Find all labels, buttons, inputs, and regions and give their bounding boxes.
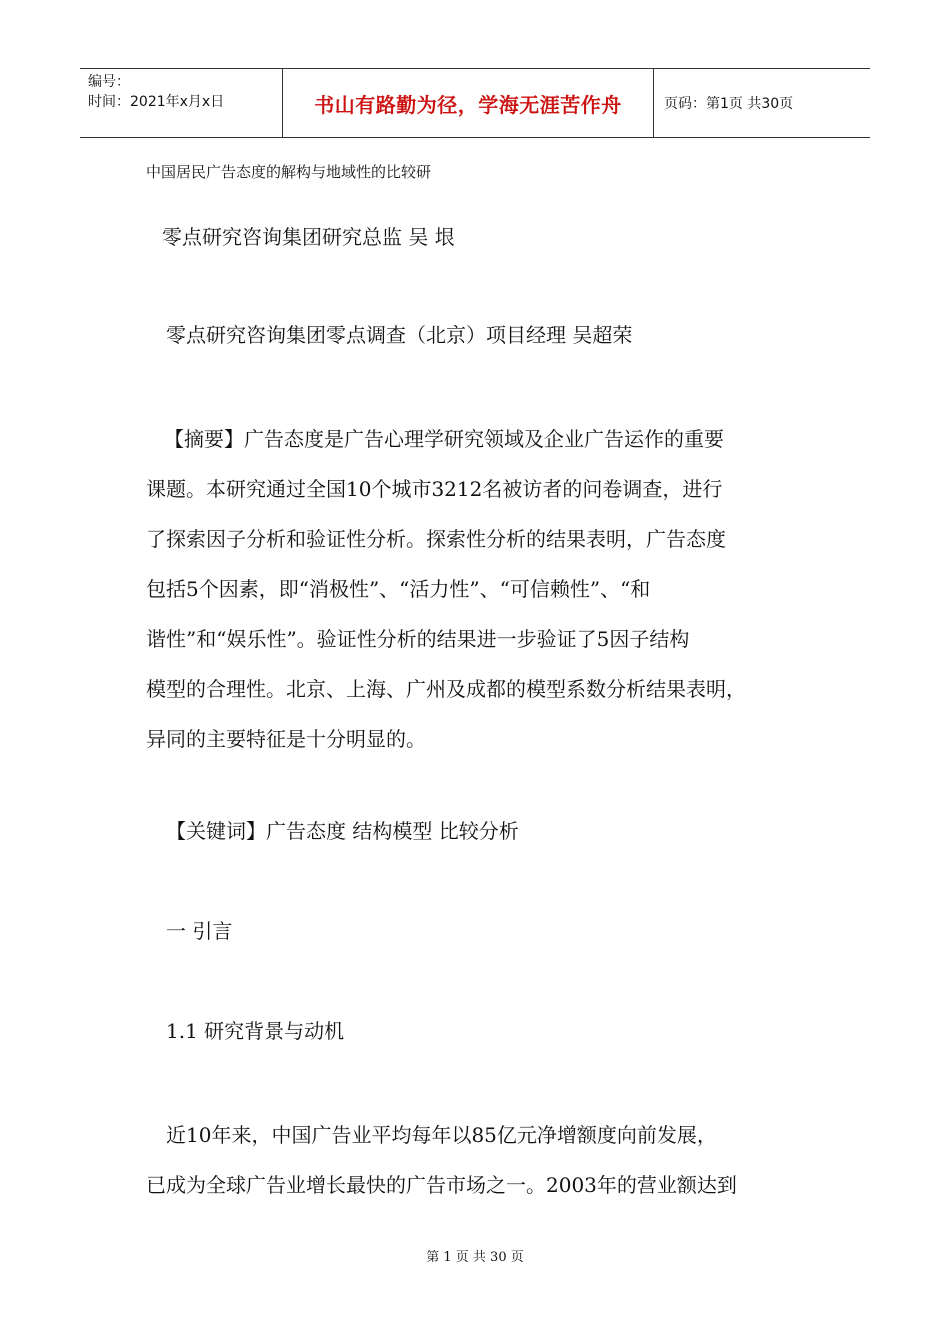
header-page-info: 页码：第1页 共30页: [664, 96, 794, 112]
abstract-line: 谐性”和“娱乐性”。验证性分析的结果进一步验证了5因子结构: [146, 627, 690, 651]
body-line: 已成为全球广告业增长最快的广告市场之一。2003年的营业额达到: [146, 1173, 737, 1197]
page-footer: 第 1 页 共 30 页: [426, 1250, 524, 1265]
document-subtitle: 中国居民广告态度的解构与地域性的比较研: [146, 163, 432, 181]
section-title: 一 引言: [166, 919, 233, 943]
abstract-line: 课题。本研究通过全国10个城市3212名被访者的问卷调查，进行: [146, 477, 723, 501]
subsection-title: 1.1 研究背景与动机: [166, 1019, 345, 1043]
abstract-line: 模型的合理性。北京、上海、广州及成都的模型系数分析结果表明，: [146, 677, 746, 701]
header-motto: 书山有路勤为径，学海无涯苦作舟: [282, 69, 654, 137]
author-line-2: 零点研究咨询集团零点调查（北京）项目经理 吴超荣: [166, 323, 633, 347]
page-header: [80, 68, 870, 138]
author-line-1: 零点研究咨询集团研究总监 吴 垠: [162, 225, 455, 249]
header-number-label: 编号：: [88, 74, 130, 90]
header-left-cell: [80, 69, 282, 137]
body-paragraph: [146, 1110, 826, 1210]
abstract-line: 包括5个因素，即“消极性”、“活力性”、“可信赖性”、“和: [146, 577, 651, 601]
abstract-line: 异同的主要特征是十分明显的。: [146, 727, 426, 751]
abstract-line: 【摘要】广告态度是广告心理学研究领域及企业广告运作的重要: [164, 427, 724, 451]
abstract-paragraph: [146, 414, 826, 764]
header-date-label: 时间：2021年x月x日: [88, 94, 225, 110]
keywords-line: 【关键词】广告态度 结构模型 比较分析: [166, 819, 519, 843]
abstract-line: 了探索因子分析和验证性分析。探索性分析的结果表明，广告态度: [146, 527, 726, 551]
body-line: 近10年来，中国广告业平均每年以85亿元净增额度向前发展，: [166, 1123, 717, 1147]
